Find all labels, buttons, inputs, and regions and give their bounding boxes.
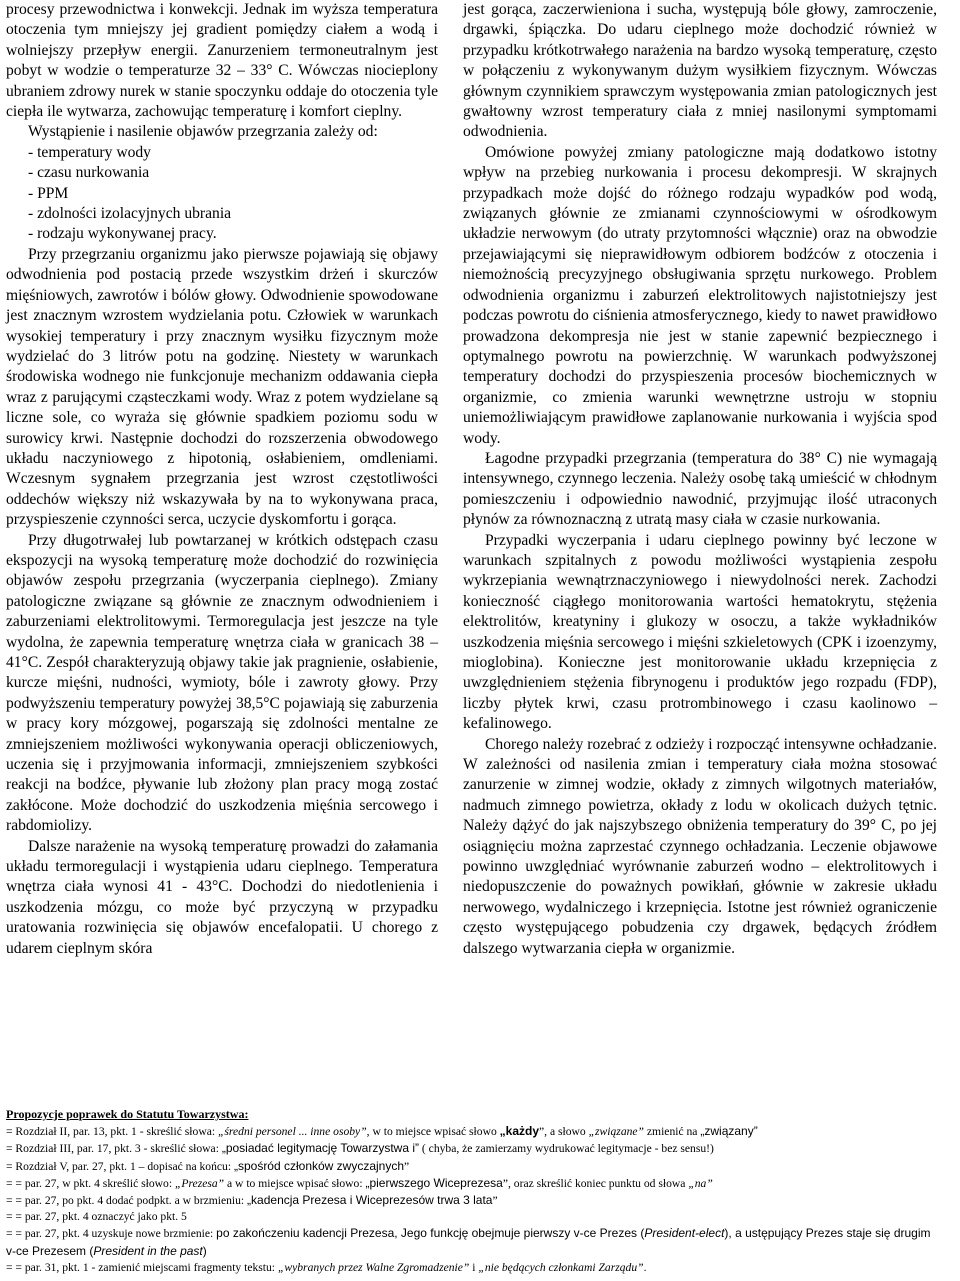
amendment-text: = Rozdział II, par. 13, pkt. 1 - skreślić słowa: [6,1125,218,1139]
amendment-text: . [643,1260,647,1274]
amendment-text: a w to miejsce wpisać słowo: [224,1176,366,1190]
quoted-text: „wybranych przez Walne Zgromadzenie” [277,1260,470,1274]
list-item: - zdolności izolacyjnych ubrania [28,205,232,223]
amendment-text: = Rozdział V, par. 27, pkt. 1 – dopisać na końcu: [6,1159,234,1173]
new-text: ), a ustępujący Prezes staje się drugim v-ce Prezesem ( [6,1226,931,1258]
amendments-title: Propozycje poprawek do Statutu Towarzystwa: [6,1107,249,1121]
statute-amendments [6,1106,936,1276]
new-text: „spośród członków zwyczajnych [233,1158,405,1173]
paragraph: Omówione powyżej zmiany patologiczne mają dodatkowo istotny wpływ na przebieg nurkowania i procesu dekompresji. W skrajnych przypadkach może dojść do różnego rodzaju wypadków pod wodą, związanych głównie ze zmianami czynnościowymi w ośrodkowym układzie nerwowym (do utraty przytomności włącznie) oraz na obwodzie przejawiającymi się nieprawidłowym odbiorem bodźców z otoczenia i niemożnością precyzyjnego obsługiwania sprzętu nurkowego. Problem odwodnienia organizmu i zaburzeń elektrolitowych najistotniejszy jest podczas powrotu do ciśnienia atmosferycznego, kiedy to nawet prawidłowo prowadzona dekompresja nie jest w stanie zapewnić bezpiecznego i optymalnego powrotu na powierzchnię. W warunkach podwyższonej temperatury dochodzi do przyspieszenia procesów biochemicznych w organizmie, co zmienia warunki wewnętrzne ustroju w stopniu uniemożliwiającym prawidłowe zaplanowanie nurkowania i wyjścia spod wody. [463,143,937,447]
paragraph: procesy przewodnictwa i konwekcji. Jednak im wyższa temperatura otoczenia tym mniejszy jej gradient pomiędzy ciałem a wodą i wolniejszy przepływ energii. Zanurzeniem termoneutralnym jest pobyt w wodzie o temperaturze 32 – 33° C. Wówczas niocieplony ubraniem zdrowy nurek w stanie spoczynku oddaje do otoczenia tyle ciepła ile wytwarza, zachowując temperaturę i komfort cieplny. [6,1,438,121]
amendment-text: ”, a słowo [539,1125,589,1139]
paragraph: Przypadki wyczerpania i udaru cieplnego powinny być leczone w warunkach szpitalnych z powodu możliwości wystąpienia zespołu wykrzepiania wewnątrznaczyniowego i niewydolności nerek. Zachodzi konieczność ciągłego monitorowania wartości hematokrytu, stężenia elektrolitów, kreatyniny i glukozy w osoczu, a także wykładników uszkodzenia mięśnia sercowego i mięśni szkieletowych (CPK i izoenzymy, mioglobina). Konieczne jest monitorowanie układu krzepnięcia z uwzględnieniem stężenia fibrynogenu i produktów jego rozpadu (FDP), liczby płytek krwi, czasu protrombinowego i czasu kaolinowo – kefalinowego. [463,531,937,733]
right-column [463,0,937,959]
amendment-row [6,1192,936,1209]
left-column [6,0,438,959]
paragraph: Dalsze narażenie na wysoką temperaturę prowadzi do załamania układu termoregulacji i wystąpienia udaru cieplnego. Temperatura wnętrza ciała wynosi 41 - 43°C. Dochodzi do niedotlenienia i uszkodzenia mózgu, co może być przyczyną w przypadku uratowania rozwinięcia się objawów encefalopatii. U chorego z udarem cieplnym skóra [6,837,438,957]
new-text: „kadencja Prezesa i Wiceprezesów trwa 3 lata [247,1193,493,1208]
new-text: „każdy [499,1124,539,1139]
quoted-text: „średni personel ... inne osoby” [217,1125,367,1139]
amendment-text: = = par. 27, pkt. 4 uzyskuje nowe brzmienie: [6,1227,217,1241]
amendment-text: , w to miejsce wpisać słowo [366,1125,500,1139]
amendment-row [6,1123,936,1140]
new-text: po zakończeniu kadencji Prezesa, Jego funkcję obejmuje pierwszy v-ce Prezes ( [216,1226,645,1241]
quoted-text: „na” [688,1176,713,1190]
amendment-row [6,1140,936,1157]
paragraph: Łagodne przypadki przegrzania (temperatura do 38° C) nie wymagają intensywnego, czynnego leczenia. Należy osobę taką umieścić w chłodnym pomieszczeniu i odpowiednio nawodnić, przyjmując ilość utraconych płynów za równoznaczną z utratą masy ciała w czasie nurkowania. [463,449,937,529]
list-item: - czasu nurkowania [28,164,150,182]
amendment-row [6,1260,936,1276]
list-item: - temperatury wody [28,143,151,161]
amendment-row [6,1209,936,1225]
new-text: „pierwszego Wiceprezesa [365,1175,503,1190]
new-text: „związany” [700,1124,758,1139]
amendment-text: = = par. 27, w pkt. 4 skreślić słowo: [6,1176,175,1190]
quoted-text: „nie będących członkami Zarządu” [478,1260,644,1274]
amendment-text: ” [492,1194,498,1208]
amendment-row [6,1175,936,1192]
new-text-italic: President-elect [644,1226,725,1241]
paragraph: Przy przegrzaniu organizmu jako pierwsze pojawiają się objawy odwodnienia pod postacią przede wszystkim drżeń i skurczów mięśniowych, zawrotów i bólów głowy. Odwodnienie spowodowane jest znacznym wzrostem wydzielania potu. Człowiek w warunkach wysokiej temperatury i przy znacznym wysiłku fizycznym może wydzielać do 3 litrów potu na godzinę. Niestety w warunkach środowiska wodnego nie funkcjonuje mechanizm oddawania ciepła wraz z parującymi cząsteczkami wody. Wraz z potem wydzielane są liczne sole, co wyraża się głównie spadkiem poziomu sodu w surowicy krwi. Następnie dochodzi do rozszerzenia obwodowego układu naczyniowego z hipotonią, osłabieniem, omdleniami. Wczesnym sygnałem przegrzania jest wzrost częstotliwości oddechów większy niż wskazywała by na to wykonywana praca, przyspieszenie czynności serca, uczycie dyskomfortu i gorąca. [6,245,438,529]
paragraph-intro: Wystąpienie i nasilenie objawów przegrzania zależy od: [28,123,378,141]
amendment-text: = = par. 27, pkt. 4 oznaczyć jako pkt. 5 [6,1210,187,1224]
amendment-text: ( chyba, że zamierzamy wydrukować legitymacje - bez sensu!) [419,1142,714,1156]
new-text-italic: President in the past [93,1243,203,1258]
amendment-text: = = par. 27, po pkt. 4 dodać podpkt. a w brzmieniu: [6,1194,248,1208]
list-item: - PPM [28,184,69,202]
amendment-text: = Rozdział III, par. 17, pkt. 3 - skreślić słowa: [6,1142,222,1156]
amendment-text: zmienić na [644,1125,701,1139]
quoted-text: „Prezesa” [174,1176,225,1190]
paragraph: jest gorąca, zaczerwieniona i sucha, występują bóle głowy, zamroczenie, drgawki, śpiączka. Do udaru cieplnego może dochodzić również w przypadku krótkotrwałego narażenia na bardzo wysoką temperaturę, często w połączeniu z wykonywanym dużym wysiłkiem fizycznym. Wówczas głównym czynnikiem sprawczym występowania zmian patologicznych jest gwałtowny wzrost temperatury ciała z mniej nasilonymi symptomami odwodnienia. [463,1,937,141]
amendment-text: ” [404,1159,410,1173]
amendment-row [6,1158,936,1175]
amendment-text: i [469,1260,479,1274]
list-item: - rodzaju wykonywanej pracy. [28,225,217,243]
amendment-row [6,1225,936,1259]
amendment-text: = = par. 31, pkt. 1 - zamienić miejscami fragmenty tekstu: [6,1260,278,1274]
factor-list [6,143,438,245]
paragraph: Przy długotrwałej lub powtarzanej w krótkich odstępach czasu ekspozycji na wysoką temperaturę może dochodzić do rozwinięcia objawów zespołu przegrzania (wyczerpania cieplnego). Zmiany patologiczne związane są głównie ze znacznym odwodnieniem i zaburzeniami elektrolitowymi. Termoregulacja jest jeszcze na tyle wydolna, że zapewnia temperaturę wnętrza ciała w granicach 38 – 41°C. Zespół charakteryzują objawy takie jak pragnienie, osłabienie, kurcze mięśni, nudności, wymioty, bóle i zawroty głowy. Przy podwyższeniu temperatury powyżej 38,5°C pojawiają się zaburzenia w pracy kory mózgowej, pogarszają się zdolności mentalne ze zmniejszeniem możliwości wykonywania operacji obliczeniowych, uczenia się i przyjmowania informacji, zmniejszeniem szybkości reakcji na bodźce, pływanie lub złożony plan pracy mogą zostać zakłócone. Może dochodzić do uszkodzenia mięśnia sercowego i rabdomiolizy. [6,531,438,835]
quoted-text: „związane” [588,1125,645,1139]
quoted-text: „posiadać legitymację Towarzystwa i” [221,1141,420,1156]
paragraph: Chorego należy rozebrać z odzieży i rozpocząć intensywne ochładzanie. W zależności od nasilenia zmian i temperatury ciała można stosować zanurzenie w zimnej wodzie, okłady z zimnych wilgotnych materiałów, nadmuch zimnego powietrza, okłady z lodu w okolicach dużych tętnic. Należy dążyć do jak najszybszego obniżenia temperatury do 39° C, po jej osiągnięciu można zaprzestać czynnego ochładzania. Leczenie objawowe powinno uwzględniać wyrównanie zaburzeń wodno – elektrolitowych i niedopuszczenie do poważnych powikłań, głównie w zakresie układu nerwowego, wydalniczego i krzepnięcia. Istotne jest również ograniczenie często występującego pobudzenia czy drgawek, będących źródłem dalszego wytwarzania ciepła w organizmie. [463,735,937,957]
amendment-text: ”, oraz skreślić koniec punktu od słowa [502,1176,689,1190]
new-text: ) [202,1243,207,1258]
